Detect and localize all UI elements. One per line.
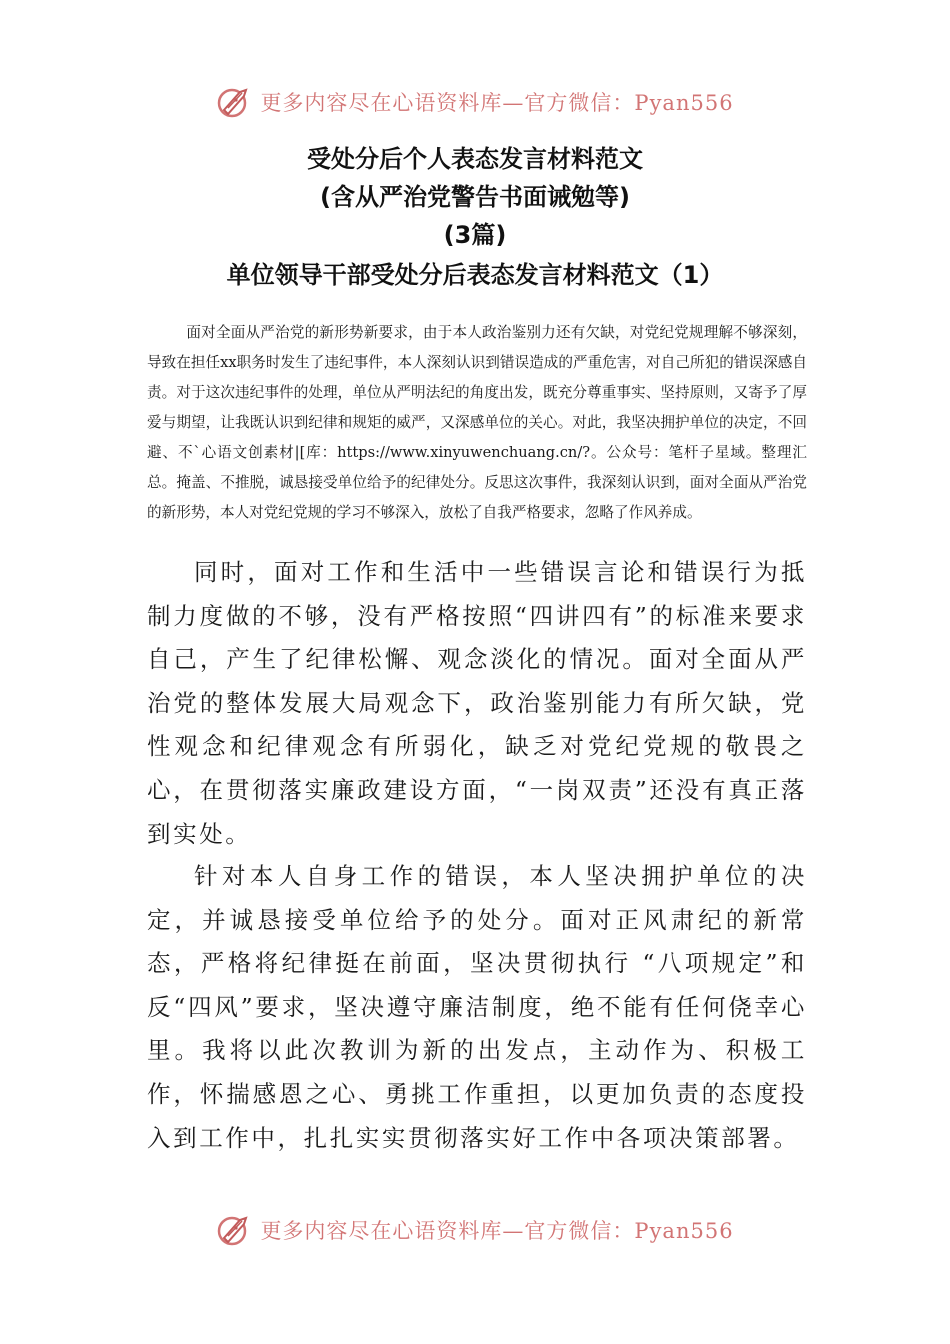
body-paragraph-3: 针对本人自身工作的错误，本人坚决拥护单位的决定，并诚恳接受单位给予的处分。面对正风肃纪的新常态，严格将纪律挺在前面，坚决贯彻执行 “八项规定”和反“四风”要求，坚决遵守廉洁制度，绝不能有任何侥幸心里。我将以此次教训为新的出发点，主动作为、积极工作，怀揣感恩之心、勇挑工作重担，以更加负责的态度投入到工作中，扎扎实实贯彻落实好工作中各项决策部署。 [147, 862, 807, 1152]
document-title-qualifier: (含从严治党警告书面诫勉等) [320, 183, 630, 211]
pen-nib-circle-icon [216, 1212, 252, 1248]
footer-banner [0, 1208, 950, 1252]
section-heading: 单位领导干部受处分后表态发言材料范文（1） [226, 261, 724, 289]
header-banner [0, 80, 950, 124]
document-title-count: (3篇) [443, 221, 507, 249]
body-paragraph-1: 面对全面从严治党的新形势新要求，由于本人政治鉴别力还有欠缺，对党纪党规理解不够深刻，导致在担任xx职务时发生了违纪事件，本人深刻认识到错误造成的严重危害，对自己所犯的错误深感自责。对于这次违纪事件的处理，单位从严明法纪的角度出发，既充分尊重事实、坚持原则，又寄予了厚爱与期望，让我既认识到纪律和规矩的威严，又深感单位的关心。对此，我坚决拥护单位的决定，不回避、不`心语文创素材|[库：https://www.xinyuwenchuang.cn/?。公众号：笔杆子星域。整理汇总。掩盖、不推脱，诚恳接受单位给予的纪律处分。反思这次事件，我深刻认识到，面对全面从严治党的新形势，本人对党纪党规的学习不够深入，放松了自我严格要求，忽略了作风养成。 [147, 324, 807, 521]
title-block [0, 140, 950, 294]
banner-text: 更多内容尽在心语资料库—官方微信：Pyan556 [260, 1219, 734, 1243]
banner-text: 更多内容尽在心语资料库—官方微信：Pyan556 [260, 91, 734, 115]
body-paragraph-2: 同时，面对工作和生活中一些错误言论和错误行为抵制力度做的不够，没有严格按照“四讲四有”的标准来要求自己，产生了纪律松懈、观念淡化的情况。面对全面从严治党的整体发展大局观念下，政治鉴别能力有所欠缺，党性观念和纪律观念有所弱化，缺乏对党纪党规的敬畏之心，在贯彻落实廉政建设方面，“一岗双责”还没有真正落到实处。 [147, 558, 807, 848]
document-title: 受处分后个人表态发言材料范文 [307, 145, 643, 173]
pen-nib-circle-icon [216, 84, 252, 120]
